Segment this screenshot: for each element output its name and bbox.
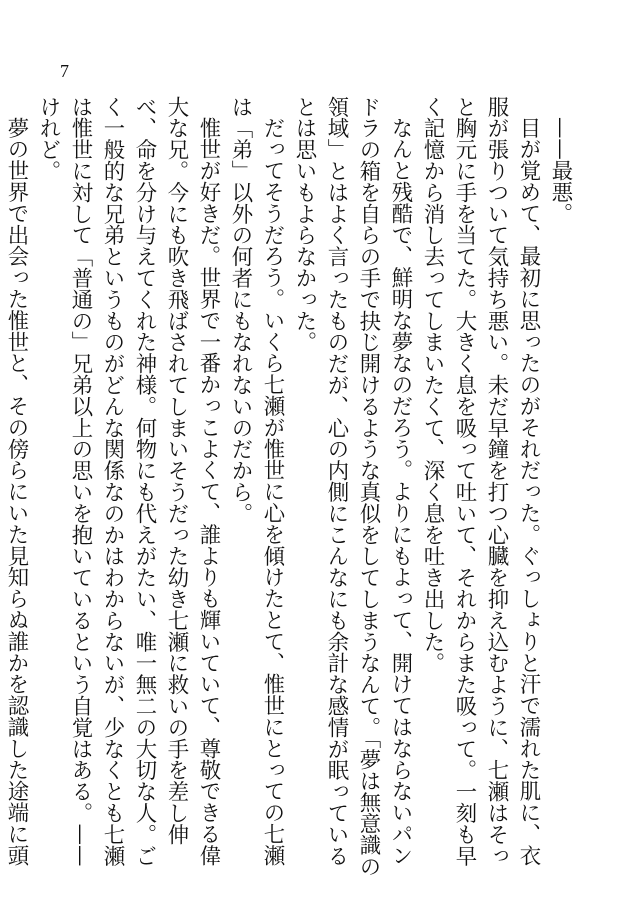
vertical-text-body bbox=[4, 96, 576, 886]
paragraph-2: 目が覚めて、最初に思ったのがそれだった。ぐっしょりと汗で濡れた肌に、衣服が張りついて気持ち悪い。未だ早鐘を打つ心臓を抑え込むように、七瀬はそっと胸元に手を当てた。大きく息を吸って吐いて、それからまた吸って。一刻も早く記憶から消し去ってしまいたくて、深く息を吐き出した。 bbox=[420, 96, 541, 867]
page-number: 7 bbox=[60, 61, 69, 81]
paragraph-3: なんと残酷で、鮮明な夢なのだろう。よりにもよって、開けてはならないパンドラの箱を自らの手で抉じ開けるような真似をしてしまうなんて。「夢は無意識の領域」とはよく言ったものだが、心の内側にこんなにも余計な感情が眠っているとは思いもよらなかった。 bbox=[292, 96, 413, 878]
paragraph-1: ——最悪。 bbox=[548, 117, 573, 225]
paragraph-6: 夢の世界で出会った惟世と、その傍らにいた見知らぬ誰かを認識した途端に頭 bbox=[4, 117, 29, 867]
paragraph-4: だってそうだろう。いくら七瀬が惟世に心を傾けたとて、惟世にとっての七瀬は「弟」以外の何者にもなれないのだから。 bbox=[228, 96, 285, 867]
paragraph-5: 惟世が好きだ。世界で一番かっこよくて、誰よりも輝いていて、尊敬できる偉大な兄。今にも吹き飛ばされてしまいそうだった幼き七瀬に救いの手を差し伸べ、命を分け与えてくれた神様。何物にも代えがたい、唯一無二の大切な人。ごく一般的な兄弟というものがどんな関係なのかはわからないが、少なくとも七瀬は惟世に対して「普通の」兄弟以上の思いを抱いているという自覚はある。——けれど。 bbox=[36, 96, 221, 867]
